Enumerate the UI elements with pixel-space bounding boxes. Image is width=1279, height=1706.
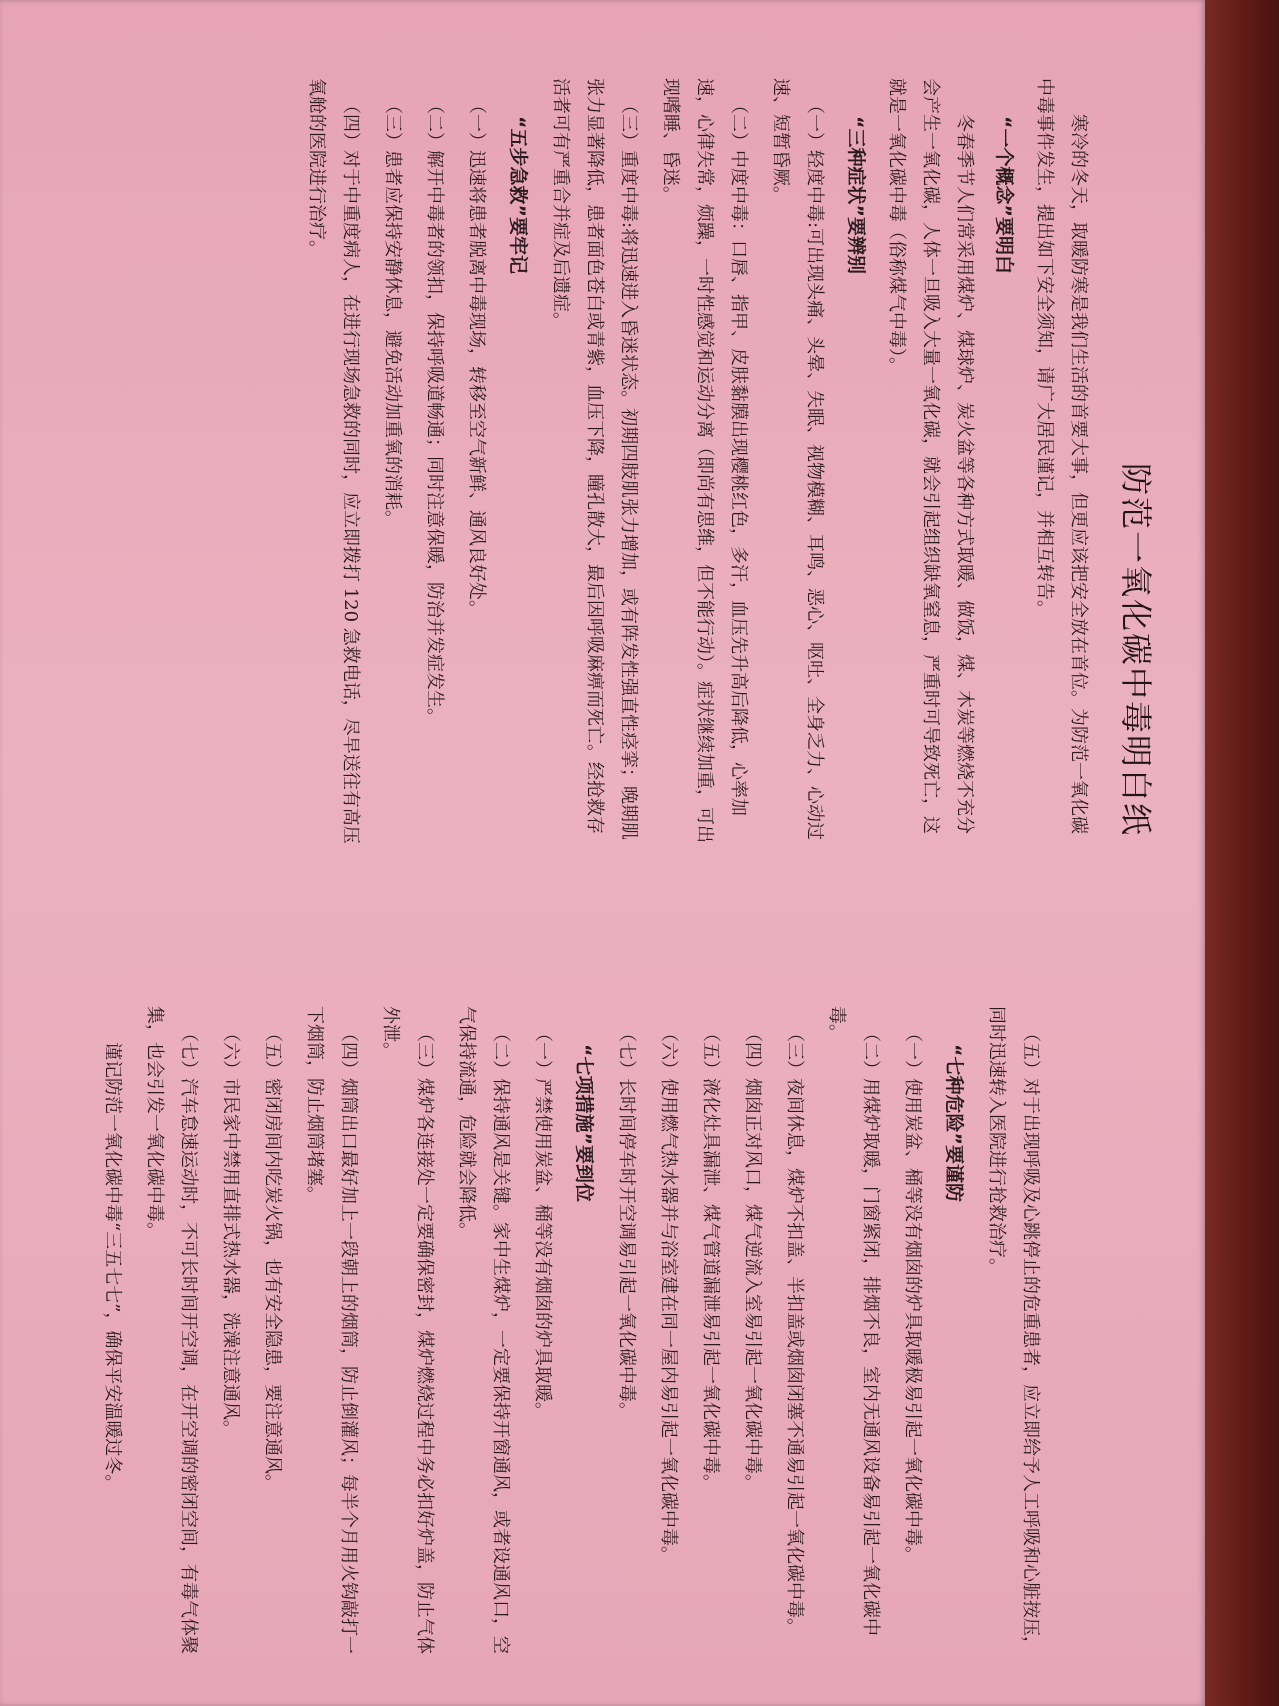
list-item: （二）解开中毒者的领扣，保持呼吸道畅通；同时注意保暖，防治并发症发生。 bbox=[424, 96, 445, 726]
intro-paragraph: 寒冷的冬天，取暖防寒是我们生活的首要大事，但更应该把安全放在首位。为防范一氧化碳中毒事件发生，提出如下安全须知，请广大居民谨记，并相互转告。 bbox=[1034, 78, 1089, 834]
list-item: （五）对于出现呼吸及心跳停止的危重患者，应立即给予人工呼吸和心脏按压，同时迅速转入医院进行抢救治疗。 bbox=[986, 1006, 1041, 1654]
list-item: （四）烟囱正对风口，煤气逆流入室易引起一氧化碳中毒。 bbox=[742, 1024, 763, 1492]
list-item: （七）长时间停车时开空调易引起一氧化碳中毒。 bbox=[616, 1024, 637, 1420]
section-heading: “五步急救”要牢记 bbox=[507, 116, 529, 274]
section-heading: “一个概念”要明白 bbox=[993, 116, 1015, 274]
list-item: （一）轻度中毒:可出现头痛、头晕、失眠、视物模糊、耳鸣、恶心、呕吐、全身乏力、心动过速、短暂昏厥。 bbox=[770, 78, 825, 841]
list-item: （七）汽车怠速运动时，不可长时间开空调，在开空调的密闭空间，有毒气体聚集，也会引发一氧化碳中毒。 bbox=[144, 1006, 199, 1654]
list-item: （一）使用炭盆、桶等没有烟囱的炉具取暖极易引起一氧化碳中毒。 bbox=[902, 1024, 923, 1564]
list-item: （三）重度中毒:将迅速进入昏迷状态。初期四肢肌张力增加，或有阵发性强直性痉挛；晚期肌张力显著降低，患者面色苍白或青紫，血压下降，瞳孔散大，最后因呼吸麻痹而死亡。经抢救存活者可有严重合并症及后遗症。 bbox=[550, 78, 639, 841]
list-item: （三）夜间休息，煤炉不扣盖、半扣盖或烟囱闭塞不通易引起一氧化碳中毒。 bbox=[784, 1024, 805, 1636]
list-item: （四）烟筒出口最好加上一段朝上的烟筒，防止倒灌风；每半个月用火钩敲打一下烟筒，防止烟筒堵塞。 bbox=[304, 1006, 359, 1654]
list-item: （五）密闭房间内吃炭火锅，也有安全隐患，要注意通风。 bbox=[262, 1024, 283, 1492]
section-heading: “三种症状”要辨别 bbox=[845, 116, 867, 274]
list-item: （一）迅速将患者脱离中毒现场，转移至空气新鲜、通风良好处。 bbox=[466, 96, 487, 618]
left-column bbox=[291, 78, 1095, 848]
section-heading: “七项措施”要到位 bbox=[573, 1044, 595, 1202]
closing-line: 谨记防范一氧化碳中毒“三五七七”，确保平安温暖过冬。 bbox=[102, 1042, 123, 1493]
list-item: （四）对于中重度病人，在进行现场急救的同时，应立即拨打 120 急救电话，尽早送往有高压氧舱的医院进行治疗。 bbox=[306, 78, 361, 844]
right-column bbox=[95, 1006, 1055, 1666]
list-item: （六）市民家中禁用直排式热水器，洗澡注意通风。 bbox=[220, 1024, 241, 1438]
list-item: （三）患者应保持安静休息，避免活动加重氧的消耗。 bbox=[382, 96, 403, 528]
list-item: （二）保持通风是关键。家中生煤炉，一定要保持开窗通风，或者设通风口，空气保持流通，危险就会降低。 bbox=[456, 1006, 511, 1654]
table-surface bbox=[1203, 0, 1279, 1706]
section-body: 冬春季节人们常采用煤炉、煤球炉、炭火盆等各种方式取暖、做饭，煤、木炭等燃烧不充分会产生一氧化碳，人体一旦吸入大量一氧化碳，就会引起组织缺氧窒息，严重时可导致死亡，这就是一氧化碳中毒（俗称煤气中毒）。 bbox=[886, 78, 975, 834]
page-title: 防范一氧化碳中毒明白纸 bbox=[1117, 462, 1155, 837]
list-item: （二）用煤炉取暖，门窗紧闭，排烟不良，室内无通风设备易引起一氧化碳中毒。 bbox=[826, 1006, 881, 1636]
list-item: （六）使用燃气热水器并与浴室建在同一屋内易引起一氧化碳中毒。 bbox=[658, 1024, 679, 1564]
section-heading: “七种危险”要谨防 bbox=[943, 1044, 965, 1202]
list-item: （三）煤炉各连接处一定要确保密封，煤炉燃烧过程中务必扣好炉盖，防止气体外泄。 bbox=[380, 1006, 435, 1654]
list-item: （五）液化灶具漏泄、煤气管道漏泄易引起一氧化碳中毒。 bbox=[700, 1024, 721, 1492]
list-item: （一）严禁使用炭盆、桶等没有烟囱的炉具取暖。 bbox=[532, 1024, 553, 1420]
list-item: （二）中度中毒：口唇、指甲、皮肤黏膜出现樱桃红色，多汗，血压先升高后降低，心率加速，心律失常，烦躁，一时性感觉和运动分离（即尚有思维，但不能行动）。症状继续加重，可出现嗜睡、昏迷。 bbox=[660, 78, 749, 843]
